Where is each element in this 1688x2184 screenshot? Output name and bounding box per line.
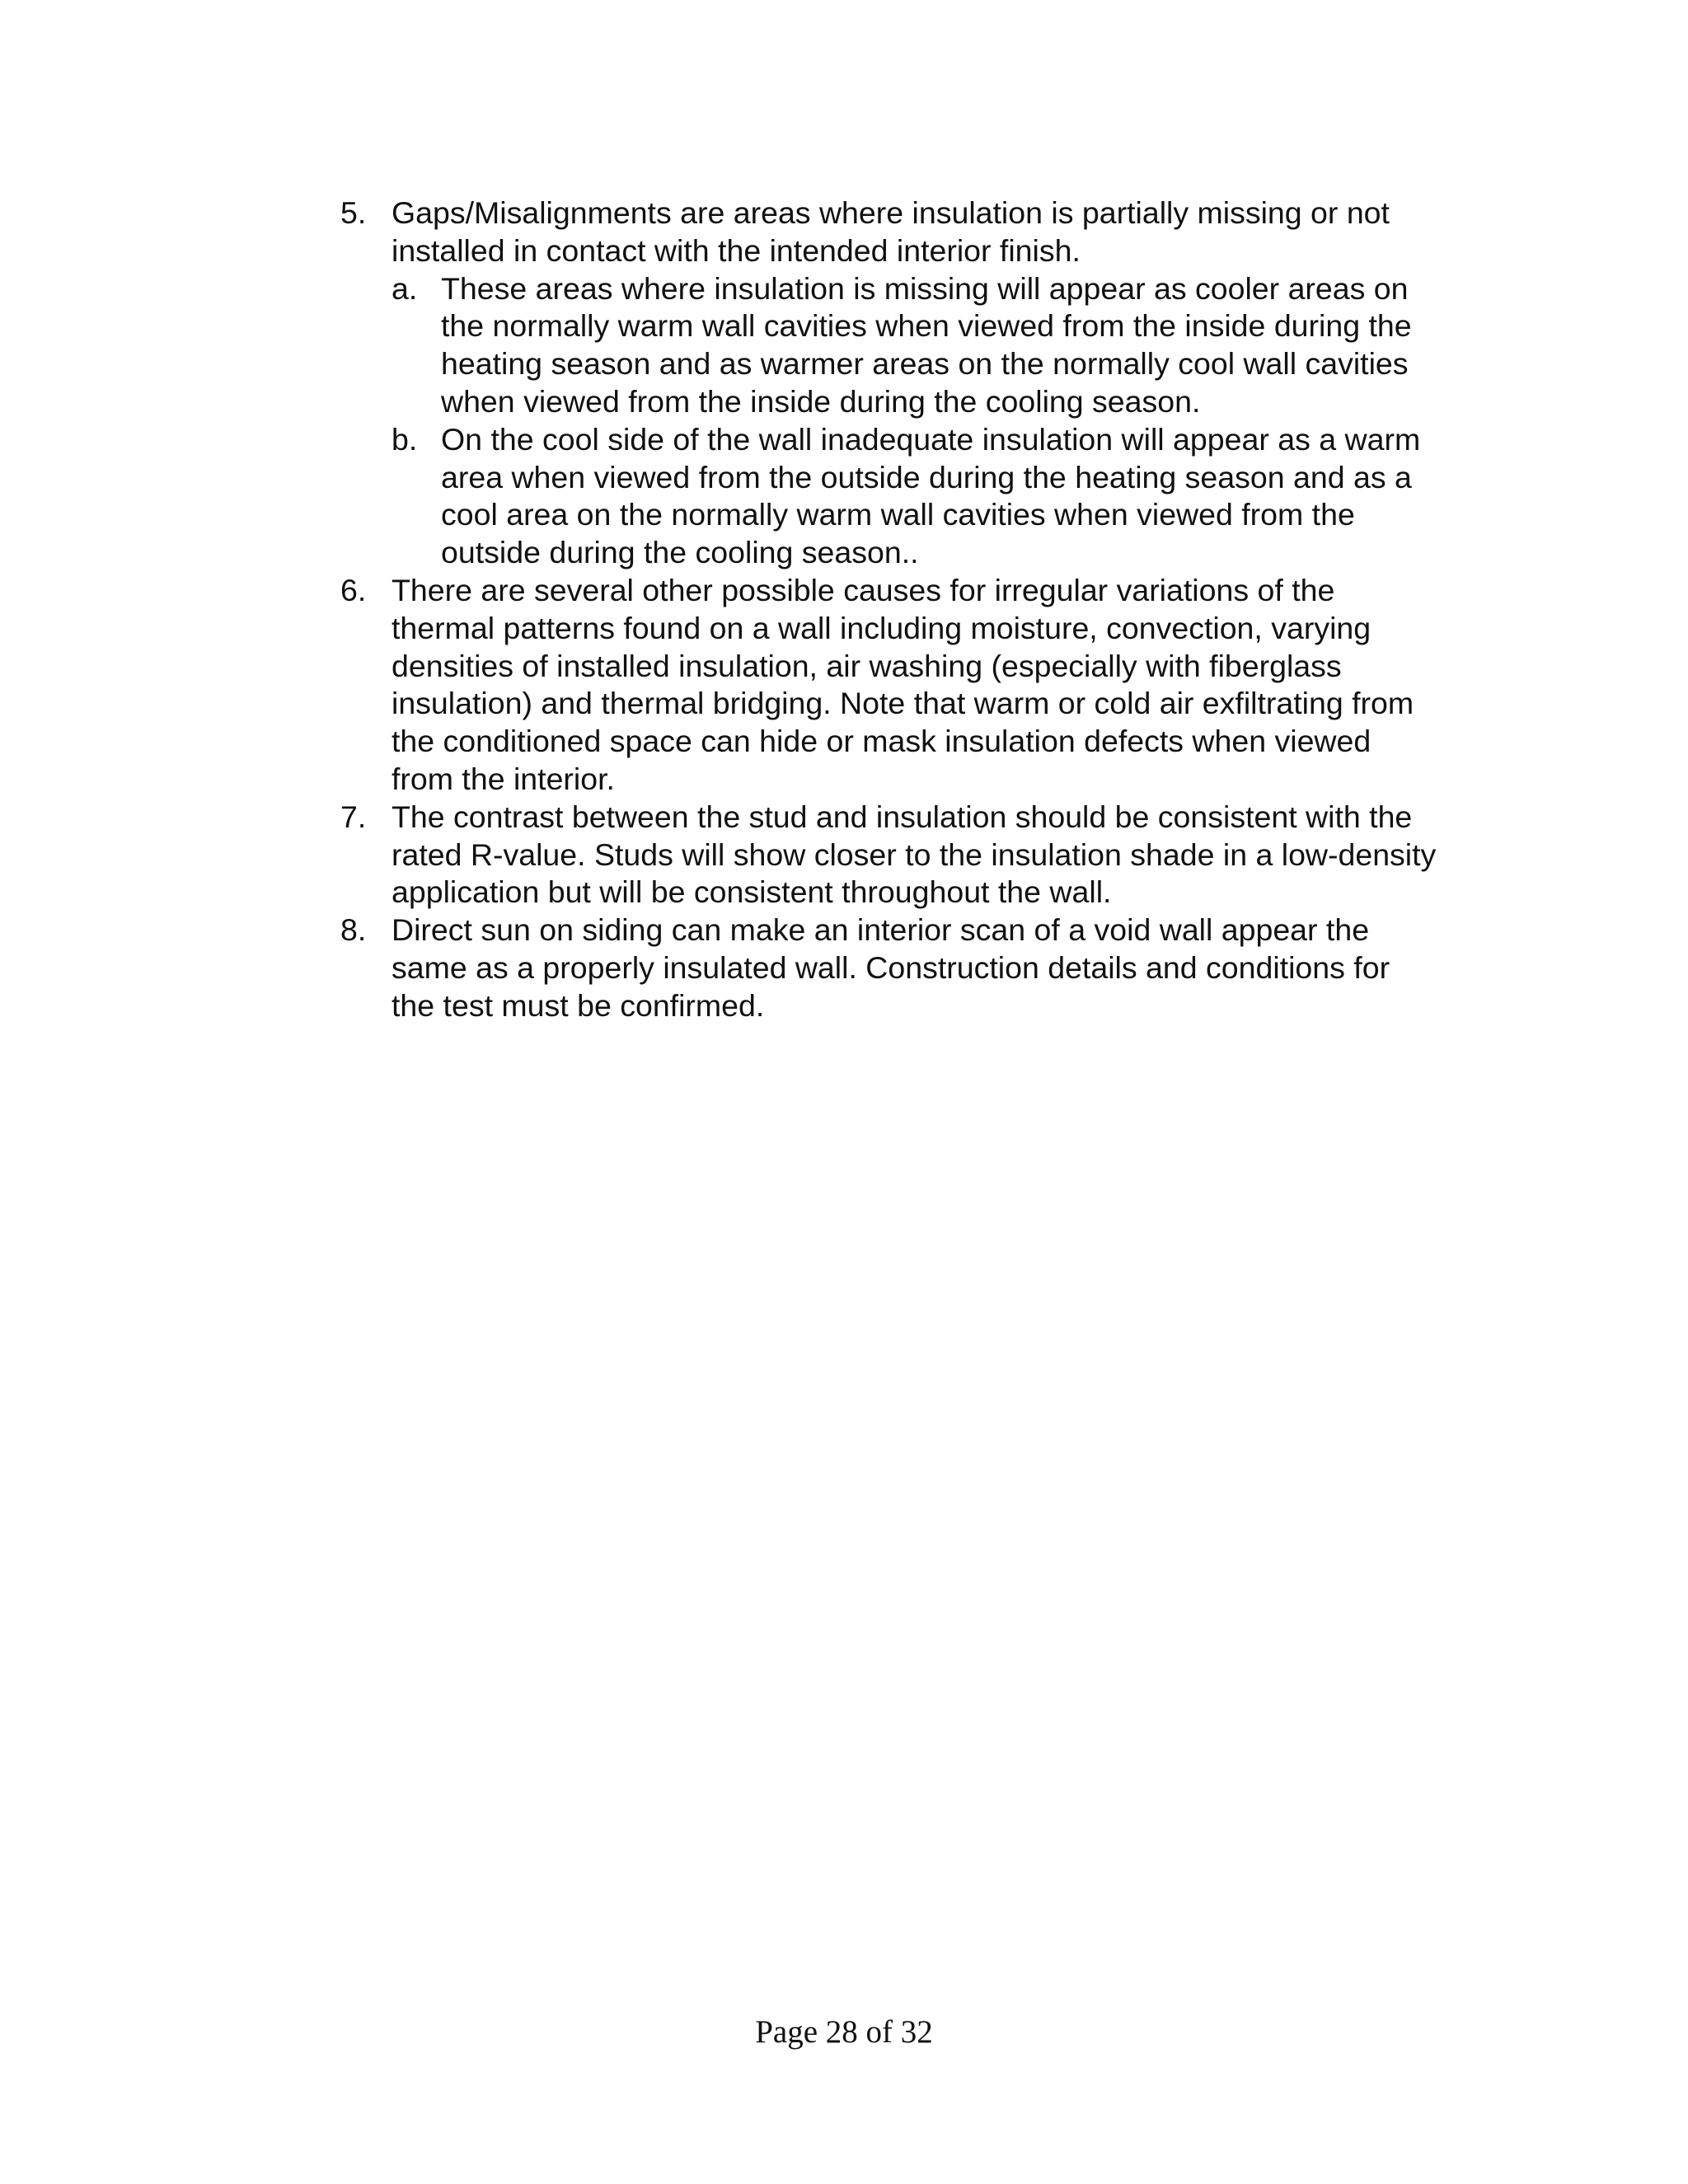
list-item-7 [340,799,1437,912]
list-item-text: Gaps/Misalignments are areas where insulation is partially missing or not installed in contact with the intended interior finish. [392,195,1390,268]
sub-item-letter: a. [392,270,418,306]
sub-item-a [392,270,1437,421]
list-number: 7. [340,799,367,834]
list-item-6 [340,572,1437,799]
sub-item-letter: b. [392,421,418,457]
list-number: 5. [340,195,367,230]
list-item-text: There are several other possible causes for irregular variations of the thermal patterns found on a wall including moisture, convection, varying densities of installed insulation, air washing (especially with fiberglass insulation) and thermal bridging. Note that warm or cold air exfiltrating from the conditioned space can hide or mask insulation defects when viewed from the interior. [392,572,1414,796]
list-number: 8. [340,912,367,948]
numbered-list [340,194,1437,1025]
sub-item-text: On the cool side of the wall inadequate insulation will appear as a warm area when viewed from the outside during the heating season and as a cool area on the normally warm wall cavities when viewed from the outside during the cooling season.. [441,421,1421,570]
sub-item-text: These areas where insulation is missing will appear as cooler areas on the normally warm wall cavities when viewed from the inside during the heating season and as warmer areas on the normally cool wall cavities when viewed from the inside during the cooling season. [441,270,1412,419]
list-number: 6. [340,572,367,607]
list-item-text: The contrast between the stud and insulation should be consistent with the rated R-value. Studs will show closer to the insulation shade in a low-density application but will be consistent throughout the wall. [392,799,1437,910]
list-item-8 [340,912,1437,1024]
sub-item-b [392,421,1437,572]
list-item-5 [340,194,1437,572]
page-number-footer: Page 28 of 32 [755,2014,933,2050]
list-item-text: Direct sun on siding can make an interior scan of a void wall appear the same as a properly insulated wall. Construction details and conditions for the test must be confirmed. [392,912,1390,1023]
